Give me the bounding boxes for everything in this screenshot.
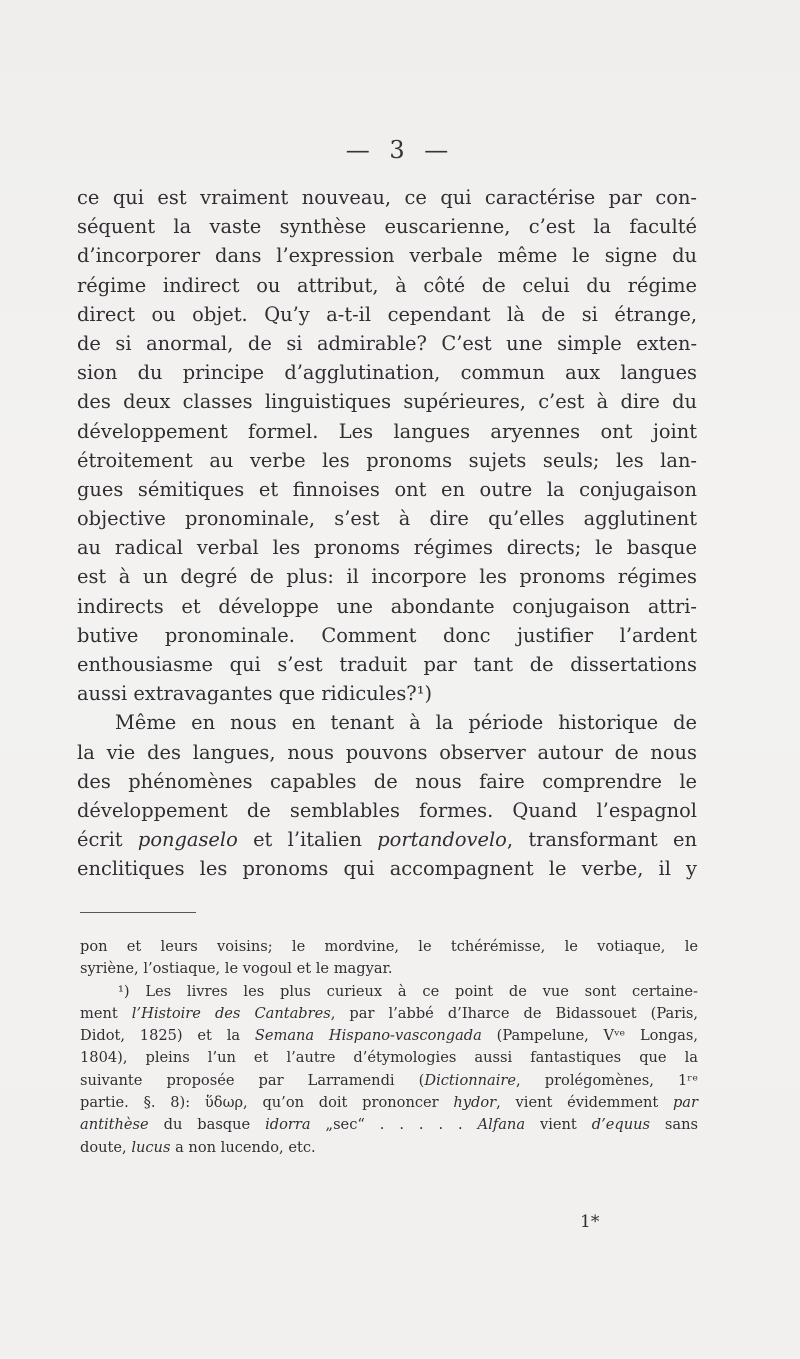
text-line: développement formel. Les langues aryennes ont joint: [77, 419, 697, 443]
footnote-line: [80, 1137, 698, 1159]
text-run: Didot, 1825) et la: [80, 1027, 255, 1045]
italic-word: antithèse: [80, 1116, 149, 1134]
italic-word: hydor: [453, 1094, 497, 1112]
footnote-line: 1804), pleins l’un et l’autre d’étymologies aussi fantastiques que la: [80, 1049, 698, 1067]
text-line: butive pronominale. Comment donc justifier l’ardent: [77, 623, 697, 647]
text-line: indirects et développe une abondante conjugaison attri-: [77, 594, 697, 618]
italic-word: pongaselo: [137, 828, 238, 852]
text-run: doute,: [80, 1138, 132, 1156]
italic-title: Semana Hispano-vascongada: [254, 1027, 482, 1045]
text-run: , par l’abbé d’Iharce de Bidassouet (Paris,: [330, 1004, 698, 1022]
footnote-line: [80, 1114, 698, 1136]
italic-word: d’equus: [591, 1116, 650, 1134]
text-line: ce qui est vraiment nouveau, ce qui caractérise par con-: [77, 186, 697, 209]
text-line: des phénomènes capables de nous faire comprendre le: [77, 769, 697, 793]
text-line: enclitiques les pronoms qui accompagnent le verbe, il y: [77, 857, 697, 881]
text-run: vient: [525, 1116, 592, 1134]
text-line: aussi extravagantes que ridicules?¹): [77, 682, 433, 706]
text-run: „sec“ . . . . .: [310, 1116, 478, 1134]
text-run: a non lucendo, etc.: [170, 1138, 316, 1156]
footnote-line: ¹) Les livres les plus curieux à ce point de vue sont certaine-: [118, 982, 698, 1000]
text-line: la vie des langues, nous pouvons observer autour de nous: [77, 740, 697, 764]
text-line: [77, 825, 697, 854]
italic-word: par: [672, 1094, 698, 1112]
page-number: — 3 —: [345, 136, 455, 164]
footnote-line: [80, 1025, 698, 1047]
italic-title: l’Histoire des Cantabres: [131, 1004, 331, 1022]
text-run: , vient évidemment: [496, 1094, 673, 1112]
footnote-rule: [80, 912, 196, 913]
footnote-line: [80, 1003, 698, 1025]
text-line: des deux classes linguistiques supérieures, c’est à dire du: [77, 390, 697, 414]
text-run: ment: [80, 1004, 132, 1022]
text-line: gues sémitiques et finnoises ont en outre la conjugaison: [77, 477, 697, 501]
signature-mark: 1*: [580, 1212, 600, 1232]
text-run: sans: [649, 1116, 698, 1134]
text-run: suivante proposée par Larramendi (: [80, 1071, 425, 1089]
footnote-line: syriène, l’ostiaque, le vogoul et le magyar.: [80, 960, 393, 978]
text-run: , transformant en: [506, 828, 697, 852]
italic-word: idorra: [265, 1116, 311, 1134]
text-line: direct ou objet. Qu’y a-t-il cependant là de si étrange,: [77, 302, 697, 326]
main-text-block: [77, 183, 697, 884]
text-line: est à un degré de plus: il incorpore les pronoms régimes: [77, 565, 697, 589]
italic-word: Alfana: [477, 1116, 526, 1134]
text-line: au radical verbal les pronoms régimes directs; le basque: [77, 536, 697, 560]
italic-word: lucus: [131, 1138, 171, 1156]
text-line: développement de semblables formes. Quand l’espagnol: [77, 798, 697, 822]
text-line: étroitement au verbe les pronoms sujets seuls; les lan-: [77, 448, 697, 472]
footnote-line: [80, 1092, 698, 1114]
text-run: écrit: [77, 828, 138, 852]
text-line: sion du principe d’agglutination, commun aux langues: [77, 361, 697, 385]
text-line: Même en nous en tenant à la période historique de: [115, 711, 697, 735]
text-run: , prolégomènes, 1ʳᵉ: [516, 1071, 698, 1089]
footnotes-block: [80, 936, 698, 1159]
footnote-line: pon et leurs voisins; le mordvine, le tchérémisse, le votiaque, le: [80, 938, 698, 955]
italic-word: portandovelo: [377, 828, 507, 852]
text-line: enthousiasme qui s’est traduit par tant de dissertations: [77, 653, 697, 676]
text-line: de si anormal, de si admirable? C’est une simple exten-: [77, 331, 697, 355]
footnote-line: [80, 1070, 698, 1092]
text-run: partie. §. 8): ὕδωρ, qu’on doit prononcer: [80, 1094, 454, 1112]
text-line: régime indirect ou attribut, à côté de celui du régime: [77, 273, 697, 297]
text-run: du basque: [148, 1116, 266, 1134]
italic-title: Dictionnaire: [424, 1071, 517, 1089]
text-run: et l’italien: [237, 828, 378, 852]
text-line: séquent la vaste synthèse euscarienne, c’est la faculté: [77, 215, 697, 239]
text-line: d’incorporer dans l’expression verbale même le signe du: [77, 244, 697, 268]
text-run: (Pampelune, Vᵛᵉ Longas,: [481, 1027, 698, 1045]
text-line: objective pronominale, s’est à dire qu’elles agglutinent: [77, 507, 697, 531]
